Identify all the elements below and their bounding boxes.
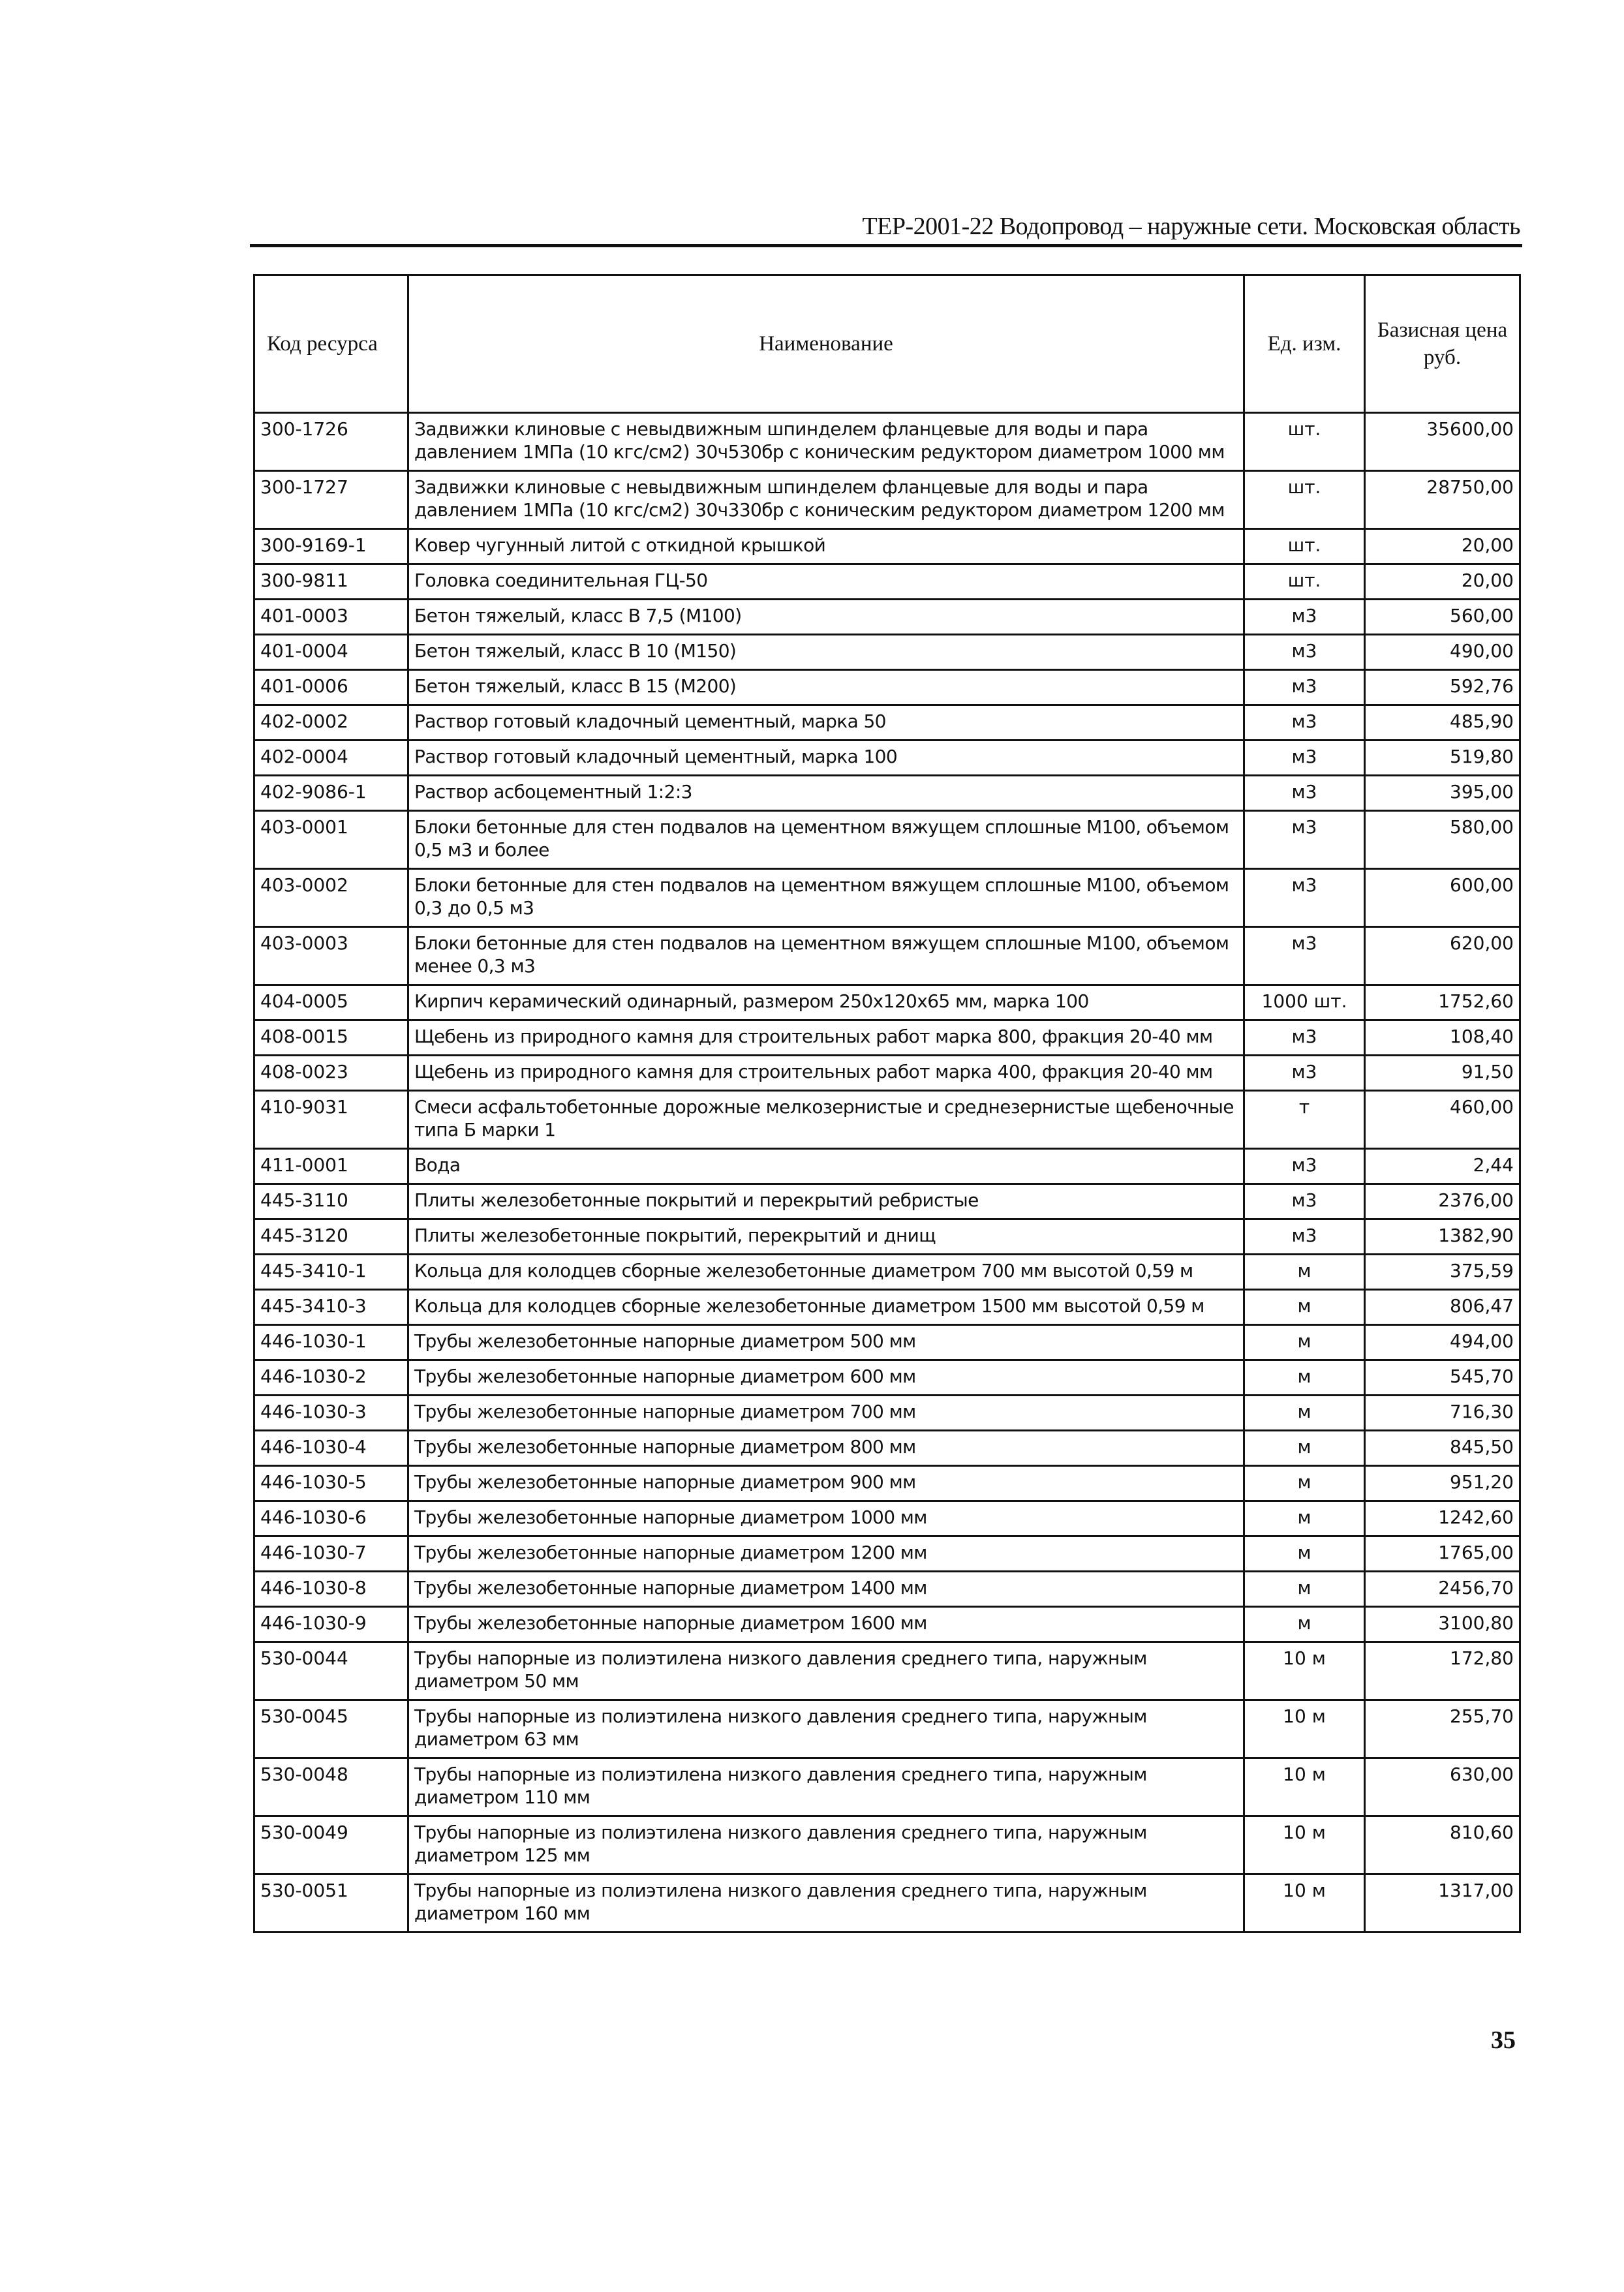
cell-code: 403-0001 [254, 811, 408, 869]
cell-name: Трубы железобетонные напорные диаметром 700 мм [408, 1396, 1244, 1431]
cell-price: 1242,60 [1365, 1501, 1520, 1536]
cell-price: 3100,80 [1365, 1607, 1520, 1642]
cell-price: 2456,70 [1365, 1572, 1520, 1607]
cell-price: 255,70 [1365, 1700, 1520, 1758]
cell-price: 560,00 [1365, 600, 1520, 635]
cell-name: Раствор асбоцементный 1:2:3 [408, 776, 1244, 811]
cell-code: 446-1030-1 [254, 1325, 408, 1360]
cell-unit: м3 [1244, 1056, 1365, 1091]
cell-unit: м [1244, 1501, 1365, 1536]
cell-name: Плиты железобетонные покрытий и перекрытий ребристые [408, 1184, 1244, 1219]
table-row [254, 811, 1520, 869]
table-row [254, 1360, 1520, 1396]
cell-price: 490,00 [1365, 635, 1520, 670]
table-row [254, 1536, 1520, 1572]
table-row [254, 1700, 1520, 1758]
cell-price: 1752,60 [1365, 985, 1520, 1020]
cell-code: 401-0003 [254, 600, 408, 635]
cell-price: 20,00 [1365, 564, 1520, 600]
cell-code: 300-9169-1 [254, 529, 408, 564]
cell-price: 951,20 [1365, 1466, 1520, 1501]
cell-code: 530-0045 [254, 1700, 408, 1758]
cell-code: 403-0002 [254, 869, 408, 927]
cell-unit: м [1244, 1466, 1365, 1501]
cell-unit: шт. [1244, 529, 1365, 564]
column-header-code: Код ресурса [254, 275, 408, 413]
cell-unit: т [1244, 1091, 1365, 1149]
table-row [254, 670, 1520, 705]
cell-price: 460,00 [1365, 1091, 1520, 1149]
cell-unit: м3 [1244, 600, 1365, 635]
resource-price-table [253, 274, 1521, 1933]
table-row [254, 413, 1520, 471]
cell-code: 410-9031 [254, 1091, 408, 1149]
cell-name: Щебень из природного камня для строительных работ марка 400, фракция 20-40 мм [408, 1056, 1244, 1091]
table-row [254, 1091, 1520, 1149]
cell-name: Кольца для колодцев сборные железобетонные диаметром 1500 мм высотой 0,59 м [408, 1290, 1244, 1325]
cell-unit: м3 [1244, 741, 1365, 776]
cell-name: Трубы железобетонные напорные диаметром 1000 мм [408, 1501, 1244, 1536]
cell-name: Трубы напорные из полиэтилена низкого давления среднего типа, наружным диаметром 125 мм [408, 1816, 1244, 1874]
table-row [254, 1501, 1520, 1536]
header-rule [250, 244, 1522, 247]
table-row [254, 1219, 1520, 1255]
cell-code: 408-0015 [254, 1020, 408, 1056]
table-row [254, 1056, 1520, 1091]
table-row [254, 600, 1520, 635]
cell-price: 375,59 [1365, 1255, 1520, 1290]
cell-price: 810,60 [1365, 1816, 1520, 1874]
cell-unit: м [1244, 1325, 1365, 1360]
table-row [254, 869, 1520, 927]
cell-name: Кольца для колодцев сборные железобетонные диаметром 700 мм высотой 0,59 м [408, 1255, 1244, 1290]
cell-name: Задвижки клиновые с невыдвижным шпинделем фланцевые для воды и пара давлением 1МПа (10 кгс/см2) 30ч330бр с коническим редуктором диаметром 1200 мм [408, 471, 1244, 529]
cell-code: 446-1030-6 [254, 1501, 408, 1536]
cell-code: 446-1030-8 [254, 1572, 408, 1607]
cell-unit: м3 [1244, 670, 1365, 705]
cell-unit: м [1244, 1255, 1365, 1290]
cell-name: Трубы напорные из полиэтилена низкого давления среднего типа, наружным диаметром 110 мм [408, 1758, 1244, 1816]
cell-name: Щебень из природного камня для строительных работ марка 800, фракция 20-40 мм [408, 1020, 1244, 1056]
cell-code: 530-0051 [254, 1874, 408, 1933]
cell-name: Блоки бетонные для стен подвалов на цементном вяжущем сплошные М100, объемом менее 0,3 м3 [408, 927, 1244, 985]
cell-code: 403-0003 [254, 927, 408, 985]
cell-name: Бетон тяжелый, класс В 7,5 (М100) [408, 600, 1244, 635]
cell-name: Бетон тяжелый, класс В 15 (М200) [408, 670, 1244, 705]
table-row [254, 1396, 1520, 1431]
cell-unit: м3 [1244, 811, 1365, 869]
cell-price: 580,00 [1365, 811, 1520, 869]
cell-unit: м3 [1244, 1020, 1365, 1056]
cell-name: Раствор готовый кладочный цементный, марка 100 [408, 741, 1244, 776]
cell-code: 530-0044 [254, 1642, 408, 1700]
cell-name: Трубы напорные из полиэтилена низкого давления среднего типа, наружным диаметром 160 мм [408, 1874, 1244, 1933]
cell-unit: м3 [1244, 635, 1365, 670]
cell-unit: м [1244, 1396, 1365, 1431]
table-header-row [254, 275, 1520, 413]
column-header-name: Наименование [408, 275, 1244, 413]
cell-unit: шт. [1244, 471, 1365, 529]
cell-price: 108,40 [1365, 1020, 1520, 1056]
table-row [254, 1255, 1520, 1290]
cell-name: Трубы напорные из полиэтилена низкого давления среднего типа, наружным диаметром 50 мм [408, 1642, 1244, 1700]
cell-name: Ковер чугунный литой с откидной крышкой [408, 529, 1244, 564]
cell-price: 485,90 [1365, 705, 1520, 741]
cell-name: Трубы напорные из полиэтилена низкого давления среднего типа, наружным диаметром 63 мм [408, 1700, 1244, 1758]
table-row [254, 985, 1520, 1020]
cell-price: 592,76 [1365, 670, 1520, 705]
cell-code: 446-1030-5 [254, 1466, 408, 1501]
table-row [254, 705, 1520, 741]
cell-name: Трубы железобетонные напорные диаметром 900 мм [408, 1466, 1244, 1501]
cell-code: 300-9811 [254, 564, 408, 600]
cell-code: 404-0005 [254, 985, 408, 1020]
running-header: ТЕР-2001-22 Водопровод – наружные сети. Московская область [862, 213, 1520, 240]
cell-unit: м3 [1244, 705, 1365, 741]
cell-price: 2,44 [1365, 1149, 1520, 1184]
cell-price: 1382,90 [1365, 1219, 1520, 1255]
cell-price: 395,00 [1365, 776, 1520, 811]
cell-price: 545,70 [1365, 1360, 1520, 1396]
cell-unit: м [1244, 1572, 1365, 1607]
cell-price: 2376,00 [1365, 1184, 1520, 1219]
cell-unit: м3 [1244, 776, 1365, 811]
table-row [254, 529, 1520, 564]
column-header-price: Базисная цена руб. [1365, 275, 1520, 413]
cell-unit: шт. [1244, 413, 1365, 471]
cell-code: 445-3410-1 [254, 1255, 408, 1290]
cell-code: 402-9086-1 [254, 776, 408, 811]
table-row [254, 471, 1520, 529]
cell-name: Раствор готовый кладочный цементный, марка 50 [408, 705, 1244, 741]
cell-unit: 10 м [1244, 1874, 1365, 1933]
cell-price: 806,47 [1365, 1290, 1520, 1325]
cell-price: 494,00 [1365, 1325, 1520, 1360]
table-row [254, 1431, 1520, 1466]
page-number: 35 [1491, 2026, 1516, 2054]
cell-price: 35600,00 [1365, 413, 1520, 471]
cell-unit: м3 [1244, 1184, 1365, 1219]
cell-code: 300-1726 [254, 413, 408, 471]
cell-code: 530-0049 [254, 1816, 408, 1874]
cell-code: 402-0004 [254, 741, 408, 776]
cell-name: Трубы железобетонные напорные диаметром 500 мм [408, 1325, 1244, 1360]
table-row [254, 741, 1520, 776]
cell-code: 300-1727 [254, 471, 408, 529]
table-row [254, 1874, 1520, 1933]
cell-unit: м [1244, 1536, 1365, 1572]
table-row [254, 1642, 1520, 1700]
table-body [254, 413, 1520, 1933]
cell-unit: 10 м [1244, 1816, 1365, 1874]
cell-price: 1765,00 [1365, 1536, 1520, 1572]
cell-unit: м3 [1244, 1149, 1365, 1184]
cell-price: 845,50 [1365, 1431, 1520, 1466]
column-header-unit: Ед. изм. [1244, 275, 1365, 413]
cell-name: Бетон тяжелый, класс В 10 (М150) [408, 635, 1244, 670]
cell-unit: 1000 шт. [1244, 985, 1365, 1020]
cell-price: 519,80 [1365, 741, 1520, 776]
cell-code: 446-1030-7 [254, 1536, 408, 1572]
cell-price: 630,00 [1365, 1758, 1520, 1816]
table-row [254, 927, 1520, 985]
cell-code: 445-3410-3 [254, 1290, 408, 1325]
cell-price: 20,00 [1365, 529, 1520, 564]
cell-name: Кирпич керамический одинарный, размером 250х120х65 мм, марка 100 [408, 985, 1244, 1020]
cell-unit: шт. [1244, 564, 1365, 600]
cell-price: 1317,00 [1365, 1874, 1520, 1933]
cell-code: 446-1030-9 [254, 1607, 408, 1642]
cell-unit: м3 [1244, 1219, 1365, 1255]
table-row [254, 1325, 1520, 1360]
cell-unit: м [1244, 1290, 1365, 1325]
cell-code: 446-1030-4 [254, 1431, 408, 1466]
table-row [254, 1466, 1520, 1501]
table-row [254, 564, 1520, 600]
cell-code: 446-1030-3 [254, 1396, 408, 1431]
table-row [254, 635, 1520, 670]
table-row [254, 1184, 1520, 1219]
cell-unit: м [1244, 1431, 1365, 1466]
cell-code: 445-3110 [254, 1184, 408, 1219]
cell-price: 600,00 [1365, 869, 1520, 927]
table-row [254, 1607, 1520, 1642]
cell-name: Головка соединительная ГЦ-50 [408, 564, 1244, 600]
cell-price: 28750,00 [1365, 471, 1520, 529]
cell-code: 402-0002 [254, 705, 408, 741]
table-row [254, 1149, 1520, 1184]
cell-price: 716,30 [1365, 1396, 1520, 1431]
cell-name: Трубы железобетонные напорные диаметром 1400 мм [408, 1572, 1244, 1607]
cell-unit: 10 м [1244, 1642, 1365, 1700]
table-row [254, 1816, 1520, 1874]
cell-code: 530-0048 [254, 1758, 408, 1816]
cell-name: Трубы железобетонные напорные диаметром 600 мм [408, 1360, 1244, 1396]
cell-code: 446-1030-2 [254, 1360, 408, 1396]
cell-price: 620,00 [1365, 927, 1520, 985]
cell-name: Смеси асфальтобетонные дорожные мелкозернистые и среднезернистые щебеночные типа Б марки 1 [408, 1091, 1244, 1149]
table-row [254, 1572, 1520, 1607]
cell-code: 411-0001 [254, 1149, 408, 1184]
cell-name: Блоки бетонные для стен подвалов на цементном вяжущем сплошные М100, объемом 0,5 м3 и более [408, 811, 1244, 869]
cell-name: Блоки бетонные для стен подвалов на цементном вяжущем сплошные М100, объемом 0,3 до 0,5 м3 [408, 869, 1244, 927]
cell-name: Трубы железобетонные напорные диаметром 800 мм [408, 1431, 1244, 1466]
cell-name: Плиты железобетонные покрытий, перекрытий и днищ [408, 1219, 1244, 1255]
cell-code: 401-0004 [254, 635, 408, 670]
cell-unit: м [1244, 1607, 1365, 1642]
table-row [254, 1020, 1520, 1056]
table-row [254, 776, 1520, 811]
cell-unit: м3 [1244, 869, 1365, 927]
cell-code: 401-0006 [254, 670, 408, 705]
cell-unit: м [1244, 1360, 1365, 1396]
cell-unit: 10 м [1244, 1700, 1365, 1758]
table-row [254, 1290, 1520, 1325]
cell-code: 408-0023 [254, 1056, 408, 1091]
cell-code: 445-3120 [254, 1219, 408, 1255]
cell-name: Вода [408, 1149, 1244, 1184]
cell-unit: 10 м [1244, 1758, 1365, 1816]
cell-price: 91,50 [1365, 1056, 1520, 1091]
cell-name: Задвижки клиновые с невыдвижным шпинделем фланцевые для воды и пара давлением 1МПа (10 кгс/см2) 30ч530бр с коническим редуктором диаметром 1000 мм [408, 413, 1244, 471]
cell-unit: м3 [1244, 927, 1365, 985]
table-row [254, 1758, 1520, 1816]
cell-name: Трубы железобетонные напорные диаметром 1200 мм [408, 1536, 1244, 1572]
cell-price: 172,80 [1365, 1642, 1520, 1700]
cell-name: Трубы железобетонные напорные диаметром 1600 мм [408, 1607, 1244, 1642]
